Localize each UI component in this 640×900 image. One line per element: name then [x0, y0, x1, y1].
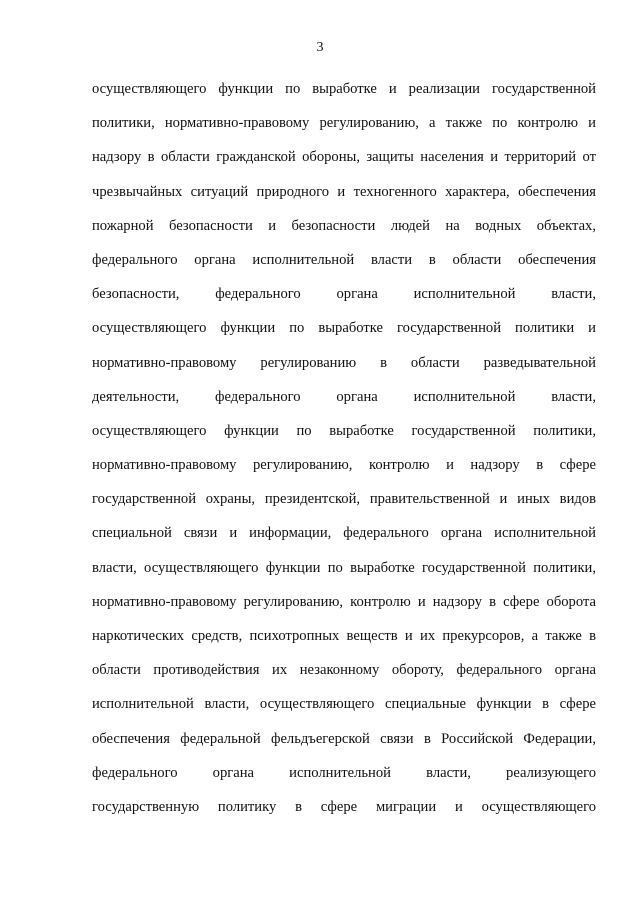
text-line: осуществляющего функции по выработке государственной политики и	[92, 320, 596, 337]
body-paragraph	[92, 72, 596, 824]
text-line: пожарной безопасности и безопасности людей на водных объектах,	[92, 217, 596, 234]
text-line: исполнительной власти, осуществляющего специальные функции в сфере	[92, 696, 596, 713]
text-line: осуществляющего функции по выработке государственной политики,	[92, 422, 596, 439]
text-line: государственной охраны, президентской, правительственной и иных видов	[92, 491, 596, 508]
text-line: обеспечения федеральной фельдъегерской связи в Российской Федерации,	[92, 730, 596, 747]
text-line: нормативно-правовому регулированию, контролю и надзору в сфере	[92, 457, 596, 474]
text-line: чрезвычайных ситуаций природного и техногенного характера, обеспечения	[92, 183, 596, 200]
text-line: осуществляющего функции по выработке и реализации государственной	[92, 81, 596, 97]
text-line: федерального органа исполнительной власти в области обеспечения	[92, 251, 596, 268]
text-line: надзору в области гражданской обороны, защиты населения и территорий от	[92, 149, 596, 166]
text-line: области противодействия их незаконному обороту, федерального органа	[92, 662, 596, 679]
text-line: специальной связи и информации, федерального органа исполнительной	[92, 525, 596, 542]
text-line: политики, нормативно-правовому регулированию, а также по контролю и	[92, 115, 596, 132]
text-line: наркотических средств, психотропных веществ и их прекурсоров, а также в	[92, 628, 596, 644]
text-line: безопасности, федерального органа исполнительной власти,	[92, 286, 596, 303]
page-number: 3	[316, 40, 324, 55]
text-line: нормативно-правовому регулированию в области разведывательной	[92, 354, 596, 371]
text-line: нормативно-правовому регулированию, контролю и надзору в сфере оборота	[92, 593, 596, 610]
text-line: деятельности, федерального органа исполнительной власти,	[92, 388, 596, 405]
text-line: государственную политику в сфере миграции и осуществляющего	[92, 798, 596, 815]
text-line: власти, осуществляющего функции по выработке государственной политики,	[92, 559, 596, 576]
text-line: федерального органа исполнительной власти, реализующего	[92, 764, 596, 781]
